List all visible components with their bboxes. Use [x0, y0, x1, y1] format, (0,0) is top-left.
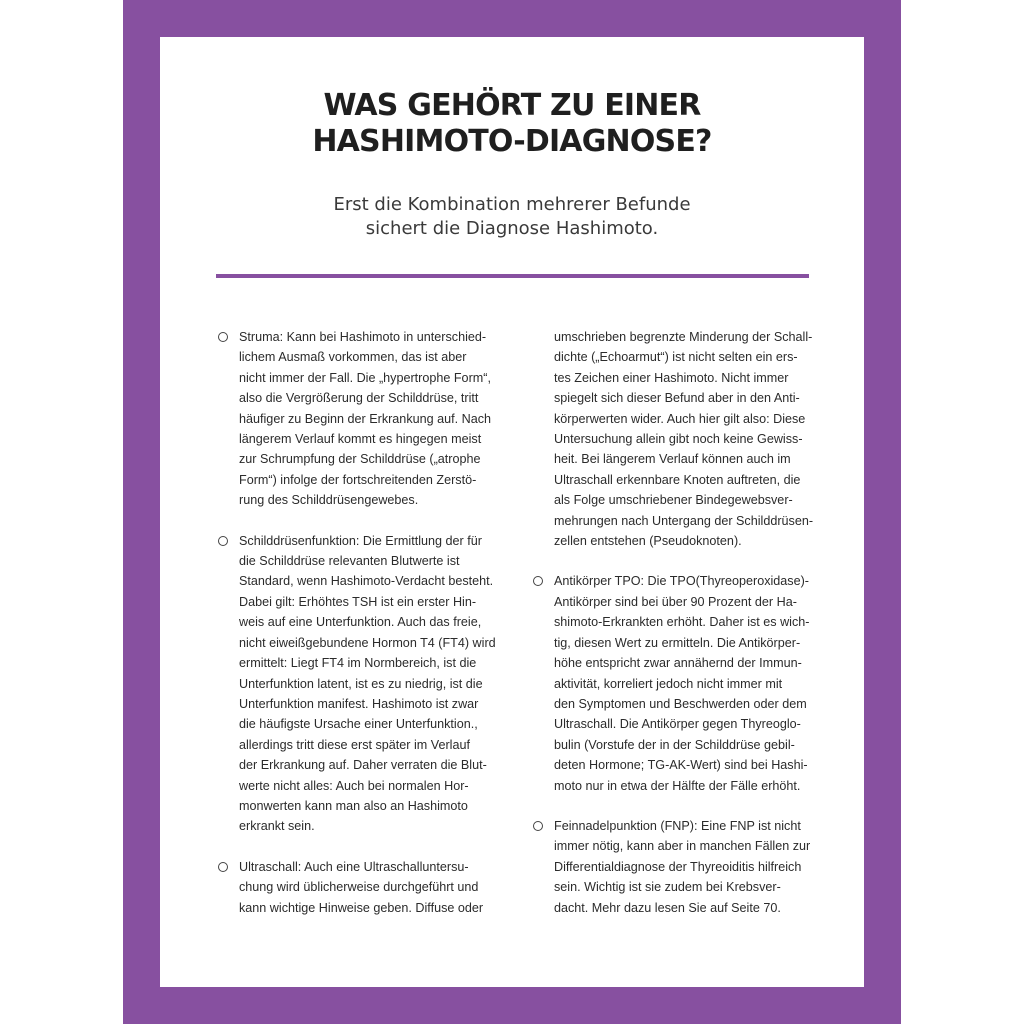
text-line: also die Vergrößerung der Schilddrüse, tritt — [239, 391, 479, 406]
page-subtitle — [160, 193, 864, 241]
text-line: Ultraschall: Auch eine Ultraschalluntersu- — [239, 859, 469, 874]
text-line: häufiger zu Beginn der Erkrankung auf. Nach — [239, 411, 492, 426]
text-line: allerdings tritt diese erst später im Verlauf — [239, 737, 470, 752]
text-line: rung des Schilddrüsengewebes. — [239, 493, 419, 508]
text-line: ermittelt: Liegt FT4 im Normbereich, ist die — [239, 656, 477, 671]
text-line: tig, diesen Wert zu ermitteln. Die Antikörper- — [554, 635, 801, 650]
item-schilddruesenfunktion — [239, 531, 501, 837]
circle-bullet-icon — [218, 536, 228, 546]
text-line: den Symptomen und Beschwerden oder dem — [554, 696, 807, 711]
text-line: tes Zeichen einer Hashimoto. Nicht immer — [554, 370, 789, 385]
page-title — [160, 88, 864, 160]
text-line: heit. Bei längerem Verlauf können auch im — [554, 452, 791, 467]
text-line: lichem Ausmaß vorkommen, das ist aber — [239, 350, 467, 365]
text-line: Unterfunktion manifest. Hashimoto ist zwar — [239, 696, 479, 711]
circle-bullet-icon — [218, 332, 228, 342]
text-line: dichte („Echoarmut“) ist nicht selten ein ers- — [554, 350, 798, 365]
text-line: aktivität, korreliert jedoch nicht immer mit — [554, 676, 783, 691]
right-column — [554, 327, 816, 918]
text-line: shimoto-Erkrankten erhöht. Daher ist es wich- — [554, 615, 810, 630]
page — [160, 37, 864, 987]
item-antikoerper-tpo — [554, 571, 816, 795]
text-line: weis auf eine Unterfunktion. Auch das freie, — [239, 615, 482, 630]
circle-bullet-icon — [533, 821, 543, 831]
circle-bullet-icon — [533, 576, 543, 586]
text-line: Unterfunktion latent, ist es zu niedrig, ist die — [239, 676, 483, 691]
text-line: erkrankt sein. — [239, 819, 315, 834]
circle-bullet-icon — [218, 862, 228, 872]
text-line: monwerten kann man also an Hashimoto — [239, 798, 468, 813]
subtitle-line-1: Erst die Kombination mehrerer Befunde — [333, 194, 691, 215]
text-line: Dabei gilt: Erhöhtes TSH ist ein erster Hin- — [239, 594, 477, 609]
text-line: immer nötig, kann aber in manchen Fällen zur — [554, 839, 811, 854]
text-line: Form“) infolge der fortschreitenden Zerstö- — [239, 472, 477, 487]
text-line: nicht eiweißgebundene Hormon T4 (FT4) wird — [239, 635, 496, 650]
subtitle-line-2: sichert die Diagnose Hashimoto. — [365, 218, 659, 239]
text-line: der Erkrankung auf. Daher verraten die Blut- — [239, 758, 487, 773]
text-line: spiegelt sich dieser Befund aber in den Anti- — [554, 391, 800, 406]
text-line: chung wird üblicherweise durchgeführt und — [239, 880, 479, 895]
text-line: mehrungen nach Untergang der Schilddrüsen- — [554, 513, 814, 528]
text-line: Schilddrüsenfunktion: Die Ermittlung der für — [239, 533, 482, 548]
text-line: nicht immer der Fall. Die „hypertrophe Form“, — [239, 370, 491, 385]
item-ultraschall — [239, 857, 501, 918]
text-line: Antikörper TPO: Die TPO(Thyreoperoxidase)- — [554, 574, 809, 589]
text-line: Untersuchung allein gibt noch keine Gewiss- — [554, 432, 803, 447]
divider-rule — [216, 274, 809, 278]
text-line: umschrieben begrenzte Minderung der Schall- — [554, 330, 813, 344]
text-line: Differentialdiagnose der Thyreoiditis hilfreich — [554, 859, 802, 874]
text-line: Ultraschall erkennbare Knoten auftreten, die — [554, 472, 801, 487]
text-line: Struma: Kann bei Hashimoto in unterschied- — [239, 330, 487, 344]
item-struma — [239, 327, 501, 511]
text-line: Ultraschall. Die Antikörper gegen Thyreoglo- — [554, 717, 801, 732]
text-line: kann wichtige Hinweise geben. Diffuse oder — [239, 900, 484, 915]
text-line: zellen entstehen (Pseudoknoten). — [554, 534, 742, 549]
text-line: körperwerten wider. Auch hier gilt also: Diese — [554, 411, 806, 426]
text-line: bulin (Vorstufe der in der Schilddrüse gebil- — [554, 737, 795, 752]
title-line-2: HASHIMOTO-DIAGNOSE? — [312, 124, 712, 159]
text-line: deten Hormone; TG-AK-Wert) sind bei Hashi- — [554, 758, 808, 773]
text-line: Antikörper sind bei über 90 Prozent der Ha- — [554, 594, 797, 609]
text-line: längerem Verlauf kommt es hingegen meist — [239, 432, 482, 447]
title-line-1: WAS GEHÖRT ZU EINER — [323, 88, 701, 123]
item-feinnadelpunktion — [554, 816, 816, 918]
text-line: höhe entspricht zwar annähernd der Immun- — [554, 656, 802, 671]
text-line: die Schilddrüse relevanten Blutwerte ist — [239, 554, 460, 569]
text-line: Feinnadelpunktion (FNP): Eine FNP ist nicht — [554, 818, 801, 833]
item-ultraschall-continued — [554, 327, 816, 551]
text-line: sein. Wichtig ist sie zudem bei Krebsver- — [554, 880, 781, 895]
text-line: die häufigste Ursache einer Unterfunktion., — [239, 717, 478, 732]
text-line: werte nicht alles: Auch bei normalen Hor- — [239, 778, 469, 793]
text-line: Standard, wenn Hashimoto-Verdacht besteht. — [239, 574, 494, 589]
text-line: dacht. Mehr dazu lesen Sie auf Seite 70. — [554, 900, 781, 915]
text-line: zur Schrumpfung der Schilddrüse („atrophe — [239, 452, 481, 467]
text-line: als Folge umschriebener Bindegewebsver- — [554, 493, 793, 508]
left-column — [239, 327, 501, 918]
text-line: moto nur in etwa der Hälfte der Fälle erhöht. — [554, 778, 801, 793]
